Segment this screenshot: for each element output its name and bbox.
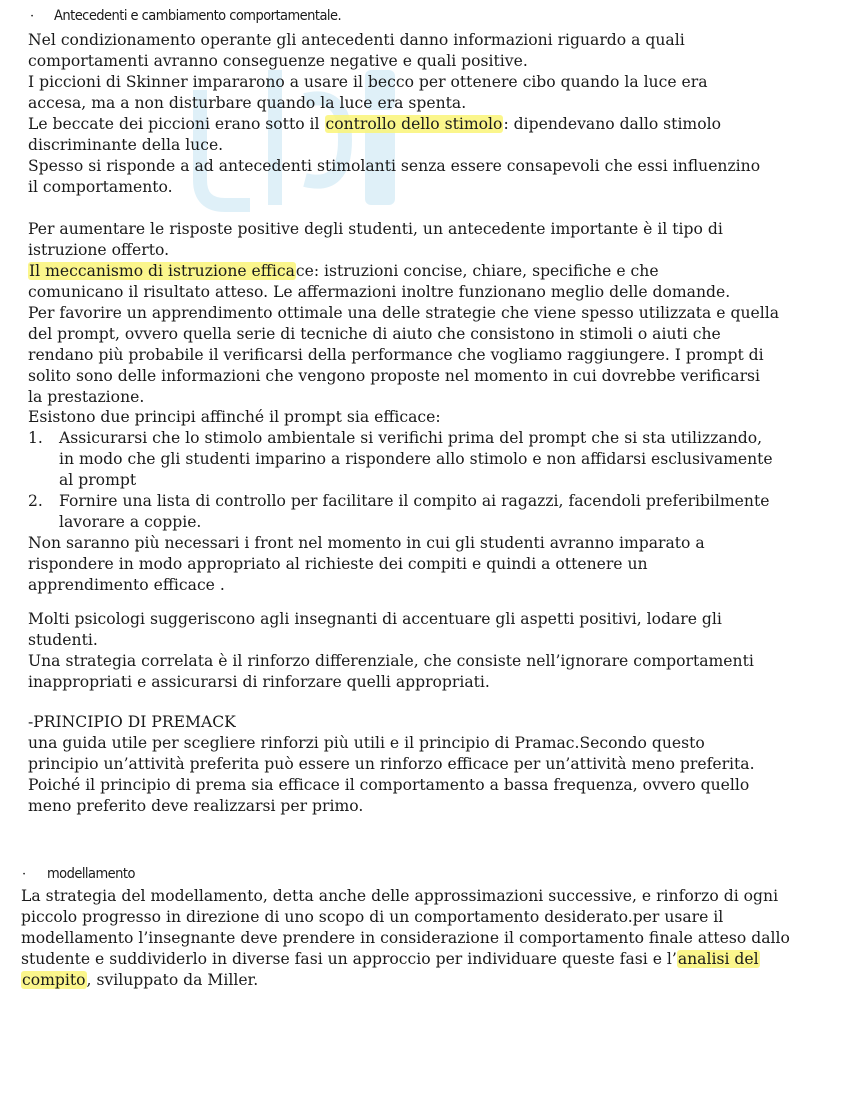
text-line: Per aumentare le risposte positive degli studenti, un antecedente importante è il tipo di (28, 220, 723, 238)
list-item-line: Fornire una lista di controllo per facilitare il compito ai ragazzi, facendoli preferibilmente (59, 492, 770, 510)
text-line: comportamenti avranno conseguenze negative e quali positive. (28, 52, 528, 70)
bullet-marker: · (22, 867, 27, 882)
text-line (21, 949, 760, 970)
premack-title: -PRINCIPIO DI PREMACK (28, 713, 236, 731)
text-line: I piccioni di Skinner impararono a usare il becco per ottenere cibo quando la luce era (28, 73, 708, 91)
text-line: solito sono delle informazioni che vengono proposte nel momento in cui dovrebbe verificarsi (28, 367, 761, 385)
text-line: principio un’attività preferita può essere un rinforzo efficace per un’attività meno preferita. (28, 755, 755, 773)
text-line: Molti psicologi suggeriscono agli insegnanti di accentuare gli aspetti positivi, lodare gli (28, 610, 722, 628)
text-line: Esistono due principi affinché il prompt sia efficace: (28, 408, 441, 426)
text-segment: Le beccate dei piccioni erano sotto il (28, 115, 325, 133)
text-line: discriminante della luce. (28, 136, 224, 154)
text-line: Non saranno più necessari i front nel momento in cui gli studenti avranno imparato a (28, 534, 705, 552)
text-line: la prestazione. (28, 388, 145, 406)
bullet-marker: · (30, 9, 35, 24)
text-line: rendano più probabile il verificarsi della performance che vogliamo raggiungere. I prompt di (28, 346, 764, 364)
text-segment: : dipendevano dallo stimolo (503, 115, 721, 133)
text-line: una guida utile per scegliere rinforzi più utili e il principio di Pramac.Secondo questo (28, 734, 705, 752)
text-line: Spesso si risponde a ad antecedenti stimolanti senza essere consapevoli che essi influenzino (28, 157, 761, 175)
highlight-controllo-dello-stimolo: controllo dello stimolo (325, 115, 503, 133)
text-line: inappropriati e assicurarsi di rinforzare quelli appropriati. (28, 673, 490, 691)
text-line: Una strategia correlata è il rinforzo differenziale, che consiste nell’ignorare comportamenti (28, 652, 754, 670)
section-heading-antecedenti: Antecedenti e cambiamento comportamentale. (54, 8, 342, 24)
text-line: istruzione offerto. (28, 241, 170, 259)
text-segment: , sviluppato da Miller. (86, 971, 259, 989)
list-item-line: lavorare a coppie. (59, 513, 202, 531)
text-line: piccolo progresso in direzione di uno scopo di un comportamento desiderato.per usare il (21, 908, 724, 926)
list-item-line: al prompt (59, 471, 137, 489)
text-line: Poiché il principio di prema sia efficace il comportamento a bassa frequenza, ovvero quello (28, 776, 750, 794)
highlight-analisi-del: analisi del (677, 950, 759, 968)
text-line: Per favorire un apprendimento ottimale una delle strategie che viene spesso utilizzata e quella (28, 304, 779, 322)
text-line: La strategia del modellamento, detta anche delle approssimazioni successive, e rinforzo di ogni (21, 887, 779, 905)
text-line: apprendimento efficace . (28, 576, 225, 594)
text-line (28, 261, 659, 282)
highlight-compito: compito (22, 971, 86, 989)
text-line (28, 114, 721, 135)
text-line: comunicano il risultato atteso. Le affermazioni inoltre funzionano meglio delle domande. (28, 283, 731, 301)
list-item-line: in modo che gli studenti imparino a rispondere allo stimolo e non affidarsi esclusivamente (59, 450, 773, 468)
section-heading-modellamento: modellamento (47, 866, 135, 882)
text-line: accesa, ma a non disturbare quando la luce era spenta. (28, 94, 467, 112)
list-item-line: Assicurarsi che lo stimolo ambientale si verifichi prima del prompt che si sta utilizzando, (59, 429, 763, 447)
text-segment: studente e suddividerlo in diverse fasi un approccio per individuare queste fasi e l’ (21, 950, 677, 968)
list-number: 2. (28, 492, 43, 510)
text-line: studenti. (28, 631, 98, 649)
list-number: 1. (28, 429, 43, 447)
text-line: modellamento l’insegnante deve prendere in considerazione il comportamento finale atteso dallo (21, 929, 790, 947)
highlight-meccanismo-istruzione: Il meccanismo di istruzione effica (29, 262, 295, 280)
text-line: meno preferito deve realizzarsi per primo. (28, 797, 364, 815)
text-line: il comportamento. (28, 178, 173, 196)
text-segment: ce: istruzioni concise, chiare, specifiche e che (295, 262, 659, 280)
text-line: del prompt, ovvero quella serie di tecniche di aiuto che consistono in stimoli o aiuti che (28, 325, 721, 343)
text-line (21, 970, 258, 991)
text-line: rispondere in modo appropriato al richieste dei compiti e quindi a ottenere un (28, 555, 648, 573)
text-line: Nel condizionamento operante gli antecedenti danno informazioni riguardo a quali (28, 31, 685, 49)
